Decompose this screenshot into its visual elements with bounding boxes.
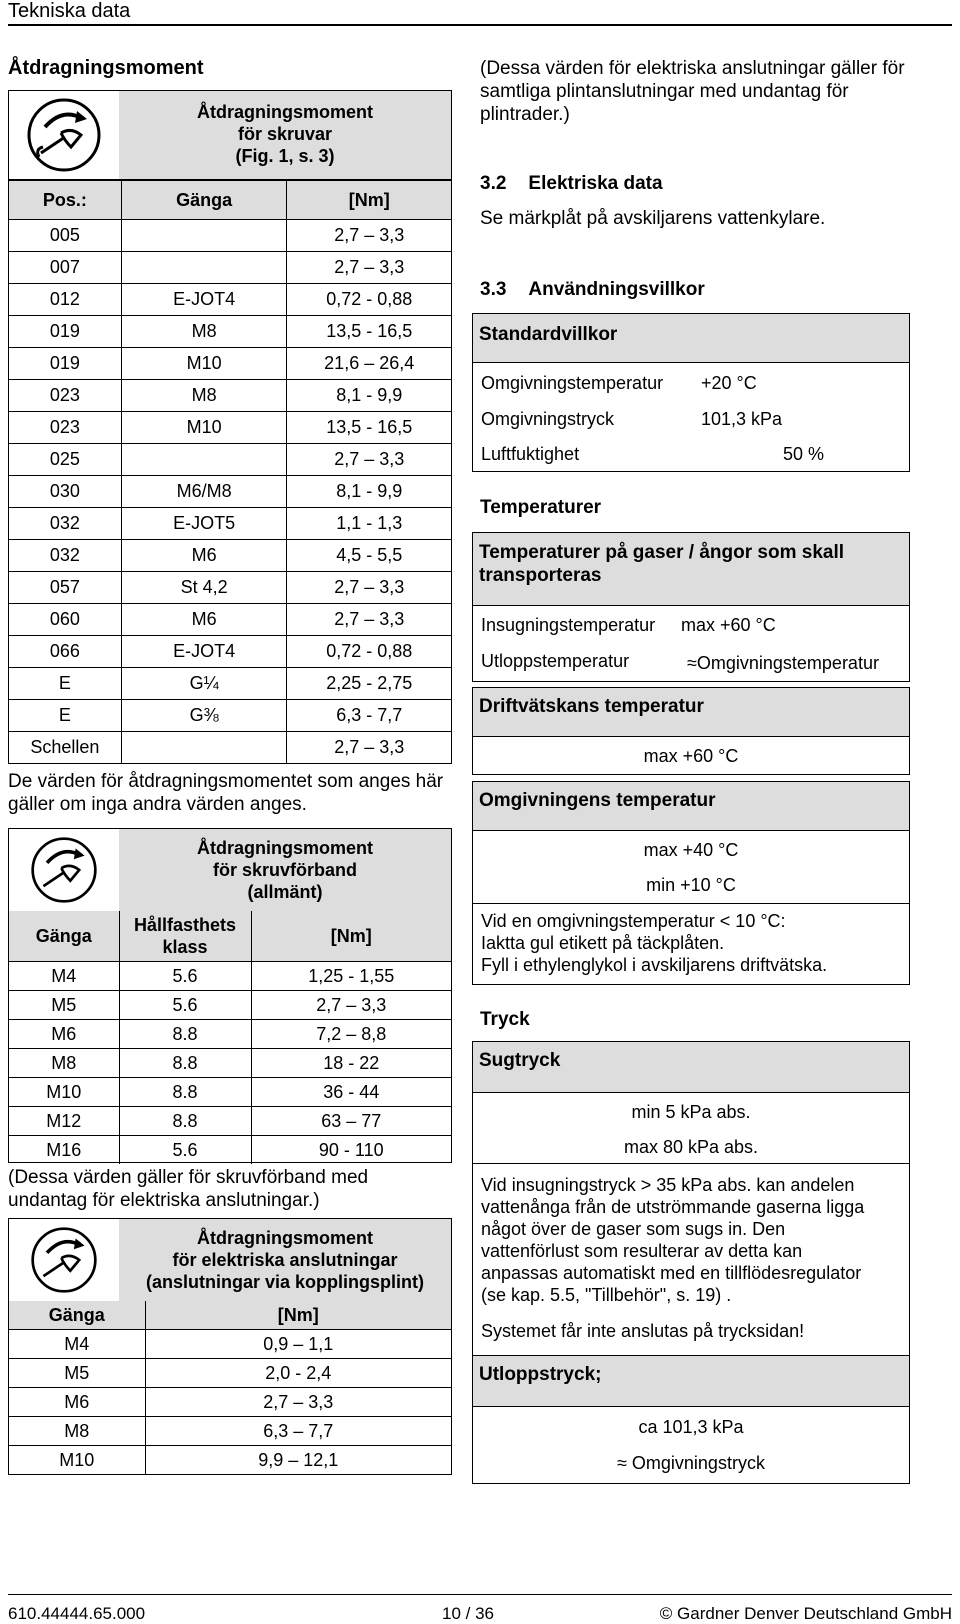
table-cell: 032 — [9, 540, 122, 572]
table-row — [9, 962, 451, 991]
table-cell: M6 — [9, 1020, 119, 1049]
table-cell: 18 - 22 — [251, 1049, 451, 1078]
condition-label: Omgivningstryck — [481, 409, 615, 429]
table-cell: M4 — [9, 962, 119, 991]
table-cell: 030 — [9, 476, 122, 508]
table-cell: 5.6 — [119, 991, 251, 1020]
table-row — [9, 1388, 451, 1417]
table-cell: M16 — [9, 1136, 119, 1165]
standard-conditions-title: Standardvillkor — [472, 313, 910, 363]
table-row — [9, 572, 452, 604]
table-cell: Schellen — [9, 732, 122, 764]
table-cell: M8 — [121, 316, 287, 348]
table-cell: 023 — [9, 412, 122, 444]
table-cell: M4 — [9, 1330, 145, 1359]
table-cell: M6 — [121, 540, 287, 572]
section-3-3-heading — [480, 279, 705, 301]
operating-fluid-temperature-value: max +60 °C — [472, 736, 910, 775]
torque-table-screws — [8, 90, 452, 764]
condition-label: Omgivningstemperatur — [481, 373, 664, 393]
table-cell: M10 — [121, 412, 287, 444]
section-number: 3.3 — [480, 279, 507, 300]
table-title-line: (allmänt) — [247, 882, 323, 902]
outlet-pressure-box — [472, 1406, 910, 1484]
ambient-min: min +10 °C — [646, 875, 736, 895]
table-cell: M5 — [9, 1359, 145, 1388]
col-header: Gänga — [9, 911, 119, 962]
table-cell: 8.8 — [119, 1078, 251, 1107]
table-cell: M12 — [9, 1107, 119, 1136]
condition-value: 101,3 kPa — [701, 409, 783, 429]
table-row — [9, 1417, 451, 1446]
table-cell: E — [9, 668, 122, 700]
table-cell: M6 — [121, 604, 287, 636]
table-cell: E-JOT4 — [121, 636, 287, 668]
table-cell: 5.6 — [119, 1136, 251, 1165]
table-title-line: för skruvar — [237, 124, 333, 144]
table-cell: 2,7 – 3,3 — [287, 732, 452, 764]
wrench-hand-icon — [9, 91, 119, 179]
ambient-temperature-title: Omgivningens temperatur — [472, 781, 910, 831]
table-cell: 8,1 - 9,9 — [287, 380, 452, 412]
note-line: anpassas automatiskt med en tillflödesregulator — [481, 1263, 862, 1283]
table-cell: 025 — [9, 444, 122, 476]
outlet-approx: ≈ Omgivningstryck — [617, 1453, 765, 1473]
table-cell: St 4,2 — [121, 572, 287, 604]
table-row — [9, 1049, 451, 1078]
table-title-line: för elektriska anslutningar — [172, 1250, 398, 1270]
table-row — [9, 508, 452, 540]
pressure-heading: Tryck — [480, 1009, 530, 1030]
table-cell: 007 — [9, 252, 122, 284]
wrench-hand-icon — [9, 829, 119, 911]
table-title-line: (Fig. 1, s. 3) — [235, 146, 335, 166]
footer-divider — [8, 1594, 952, 1595]
table-cell: 019 — [9, 348, 122, 380]
suction-min: min 5 kPa abs. — [631, 1102, 751, 1122]
table-body — [9, 911, 451, 1164]
table-row — [9, 604, 452, 636]
table-title-line: Åtdragningsmoment — [196, 1228, 373, 1248]
table-row — [9, 991, 451, 1020]
table-body — [8, 180, 452, 764]
table-cell: M10 — [9, 1446, 145, 1475]
condition-label: Utloppstemperatur — [481, 651, 630, 671]
section-title: Användningsvillkor — [528, 279, 705, 300]
suction-pressure-box — [472, 1092, 910, 1164]
table-row — [9, 412, 452, 444]
table-row — [9, 700, 452, 732]
col-header: Hållfasthets klass — [119, 911, 251, 962]
table-cell — [121, 444, 287, 476]
table-cell: 8.8 — [119, 1020, 251, 1049]
torque-table-bolts — [8, 828, 452, 1163]
table-cell: 8.8 — [119, 1049, 251, 1078]
table-row — [9, 1359, 451, 1388]
section-3-2-text: Se märkplåt på avskiljarens vattenkylare. — [480, 208, 826, 229]
outlet-pressure-title: Utloppstryck; — [472, 1355, 910, 1407]
condition-value: ≈Omgivningstemperatur — [687, 653, 879, 673]
ambient-temperature-box — [472, 830, 910, 904]
table-cell: M6/M8 — [121, 476, 287, 508]
page-number: 10 / 36 — [442, 1604, 494, 1623]
note-line: vattenånga från de utströmmande gaserna ligga — [481, 1197, 865, 1217]
table-cell: 032 — [9, 508, 122, 540]
table-row — [9, 732, 452, 764]
table-cell: E-JOT4 — [121, 284, 287, 316]
gas-temperatures-title: Temperaturer på gaser / ångor som skall transporteras — [472, 532, 910, 606]
torque-table-electrical — [8, 1218, 452, 1475]
condition-label: Luftfuktighet — [481, 444, 580, 464]
table-cell: 21,6 – 26,4 — [287, 348, 452, 380]
note-line: Vid insugningstryck > 35 kPa abs. kan andelen — [481, 1175, 855, 1195]
table-cell: 13,5 - 16,5 — [287, 316, 452, 348]
note-defaults: De värden för åtdragningsmomentet som anges här gäller om inga andra värden anges. — [8, 771, 444, 815]
note-line: vattenförlust som resulterar av detta kan — [481, 1241, 803, 1261]
table-cell: 2,7 – 3,3 — [145, 1388, 451, 1417]
table-row — [9, 284, 452, 316]
doc-number: 610.44444.65.000 — [8, 1604, 146, 1623]
table-cell: 0,72 - 0,88 — [287, 636, 452, 668]
table-cell: 1,1 - 1,3 — [287, 508, 452, 540]
table-title-line: (anslutningar via kopplingsplint) — [145, 1272, 424, 1292]
temperatures-heading: Temperaturer — [480, 497, 602, 518]
table-row — [9, 636, 452, 668]
condition-value: +20 °C — [701, 373, 757, 393]
gas-temperatures-box — [472, 605, 910, 682]
col-header: [Nm] — [287, 181, 452, 220]
table-title-line: för skruvförband — [212, 860, 358, 880]
operating-fluid-temperature-title: Driftvätskans temperatur — [472, 687, 910, 737]
page-header-title: Tekniska data — [8, 0, 131, 22]
table-row — [9, 444, 452, 476]
table-cell: M10 — [121, 348, 287, 380]
note-line: Vid en omgivningstemperatur < 10 °C: — [481, 911, 786, 931]
col-header: Pos.: — [9, 181, 122, 220]
table-cell: M8 — [9, 1049, 119, 1078]
table-cell: 2,7 – 3,3 — [287, 572, 452, 604]
table-cell: 2,7 – 3,3 — [251, 991, 451, 1020]
section-heading: Åtdragningsmoment — [8, 57, 204, 79]
warning-text: Systemet får inte anslutas på trycksidan! — [481, 1321, 805, 1341]
table-cell: 6,3 – 7,7 — [145, 1417, 451, 1446]
suction-pressure-title: Sugtryck — [472, 1041, 910, 1093]
table-cell: 8,1 - 9,9 — [287, 476, 452, 508]
section-3-2-heading — [480, 173, 663, 195]
table-cell: 2,7 – 3,3 — [287, 220, 452, 252]
table-cell: 2,25 - 2,75 — [287, 668, 452, 700]
table-cell: E — [9, 700, 122, 732]
table-cell: 023 — [9, 380, 122, 412]
table-body — [9, 1301, 451, 1474]
table-cell — [121, 732, 287, 764]
table-cell: M8 — [9, 1417, 145, 1446]
table-cell: M5 — [9, 991, 119, 1020]
table-row — [9, 380, 452, 412]
suction-max: max 80 kPa abs. — [623, 1137, 759, 1157]
table-cell: 1,25 - 1,55 — [251, 962, 451, 991]
condition-value: 50 % — [783, 444, 825, 464]
table-cell: E-JOT5 — [121, 508, 287, 540]
table-title-line: Åtdragningsmoment — [196, 102, 373, 122]
table-row — [9, 220, 452, 252]
table-cell: M6 — [9, 1388, 145, 1417]
table-row — [9, 1136, 451, 1165]
condition-value: max +60 °C — [681, 615, 776, 635]
table-cell: G⅜ — [121, 700, 287, 732]
table-cell: 63 – 77 — [251, 1107, 451, 1136]
table-row — [9, 668, 452, 700]
table-cell: 0,9 – 1,1 — [145, 1330, 451, 1359]
table-cell: 7,2 – 8,8 — [251, 1020, 451, 1049]
table-cell: 2,7 – 3,3 — [287, 604, 452, 636]
ambient-temperature-note — [472, 903, 910, 985]
suction-pressure-note — [472, 1163, 910, 1356]
table-cell: 2,7 – 3,3 — [287, 252, 452, 284]
table-cell: 0,72 - 0,88 — [287, 284, 452, 316]
table-cell: G¼ — [121, 668, 287, 700]
table-row — [9, 476, 452, 508]
table-row — [9, 1078, 451, 1107]
table-cell: 6,3 - 7,7 — [287, 700, 452, 732]
table-title-line: Åtdragningsmoment — [196, 838, 373, 858]
table-cell: 066 — [9, 636, 122, 668]
col-header: [Nm] — [330, 925, 372, 946]
table-cell: 9,9 – 12,1 — [145, 1446, 451, 1475]
table-cell: 8.8 — [119, 1107, 251, 1136]
table-row — [9, 1020, 451, 1049]
condition-label: Insugningstemperatur — [481, 615, 656, 635]
table-cell: 057 — [9, 572, 122, 604]
standard-conditions-box — [472, 362, 910, 472]
table-row — [9, 1107, 451, 1136]
table-cell: 2,7 – 3,3 — [287, 444, 452, 476]
table-cell — [121, 220, 287, 252]
col-header: [Nm] — [277, 1304, 319, 1325]
table-cell: 5.6 — [119, 962, 251, 991]
copyright: © Gardner Denver Deutschland GmbH — [659, 1604, 952, 1623]
table-cell — [121, 252, 287, 284]
table-cell: 012 — [9, 284, 122, 316]
section-title: Elektriska data — [528, 173, 663, 194]
table-row — [9, 1330, 451, 1359]
header-divider — [8, 24, 952, 26]
ambient-max: max +40 °C — [643, 840, 739, 860]
table-row — [9, 1446, 451, 1475]
table-cell: 019 — [9, 316, 122, 348]
col-header: Gänga — [9, 1301, 145, 1330]
table-row — [9, 348, 452, 380]
table-cell: 36 - 44 — [251, 1078, 451, 1107]
table-cell: M8 — [121, 380, 287, 412]
table-cell: M10 — [9, 1078, 119, 1107]
note-electrical: (Dessa värden för elektriska anslutningar gäller för samtliga plintanslutningar med undantag för plintrader.) — [480, 58, 905, 125]
wrench-hand-icon — [9, 1219, 119, 1301]
note-line: Fyll i ethylenglykol i avskiljarens driftvätska. — [481, 955, 828, 975]
table-cell: 13,5 - 16,5 — [287, 412, 452, 444]
section-number: 3.2 — [480, 173, 507, 194]
table-cell: 005 — [9, 220, 122, 252]
col-header: Gänga — [121, 181, 287, 220]
note-line: något över de gaser som sugs in. Den — [481, 1219, 786, 1239]
note-line: Iaktta gul etikett på täckplåten. — [481, 933, 725, 953]
outlet-value: ca 101,3 kPa — [638, 1417, 744, 1437]
table-cell: 4,5 - 5,5 — [287, 540, 452, 572]
table-cell: 90 - 110 — [251, 1136, 451, 1165]
table-row — [9, 252, 452, 284]
table-cell: 2,0 - 2,4 — [145, 1359, 451, 1388]
table-row — [9, 540, 452, 572]
table-cell: 060 — [9, 604, 122, 636]
table-row — [9, 316, 452, 348]
note-bolts: (Dessa värden gäller för skruvförband med undantag för elektriska anslutningar.) — [8, 1167, 369, 1211]
note-line: (se kap. 5.5, "Tillbehör", s. 19) . — [481, 1285, 732, 1305]
